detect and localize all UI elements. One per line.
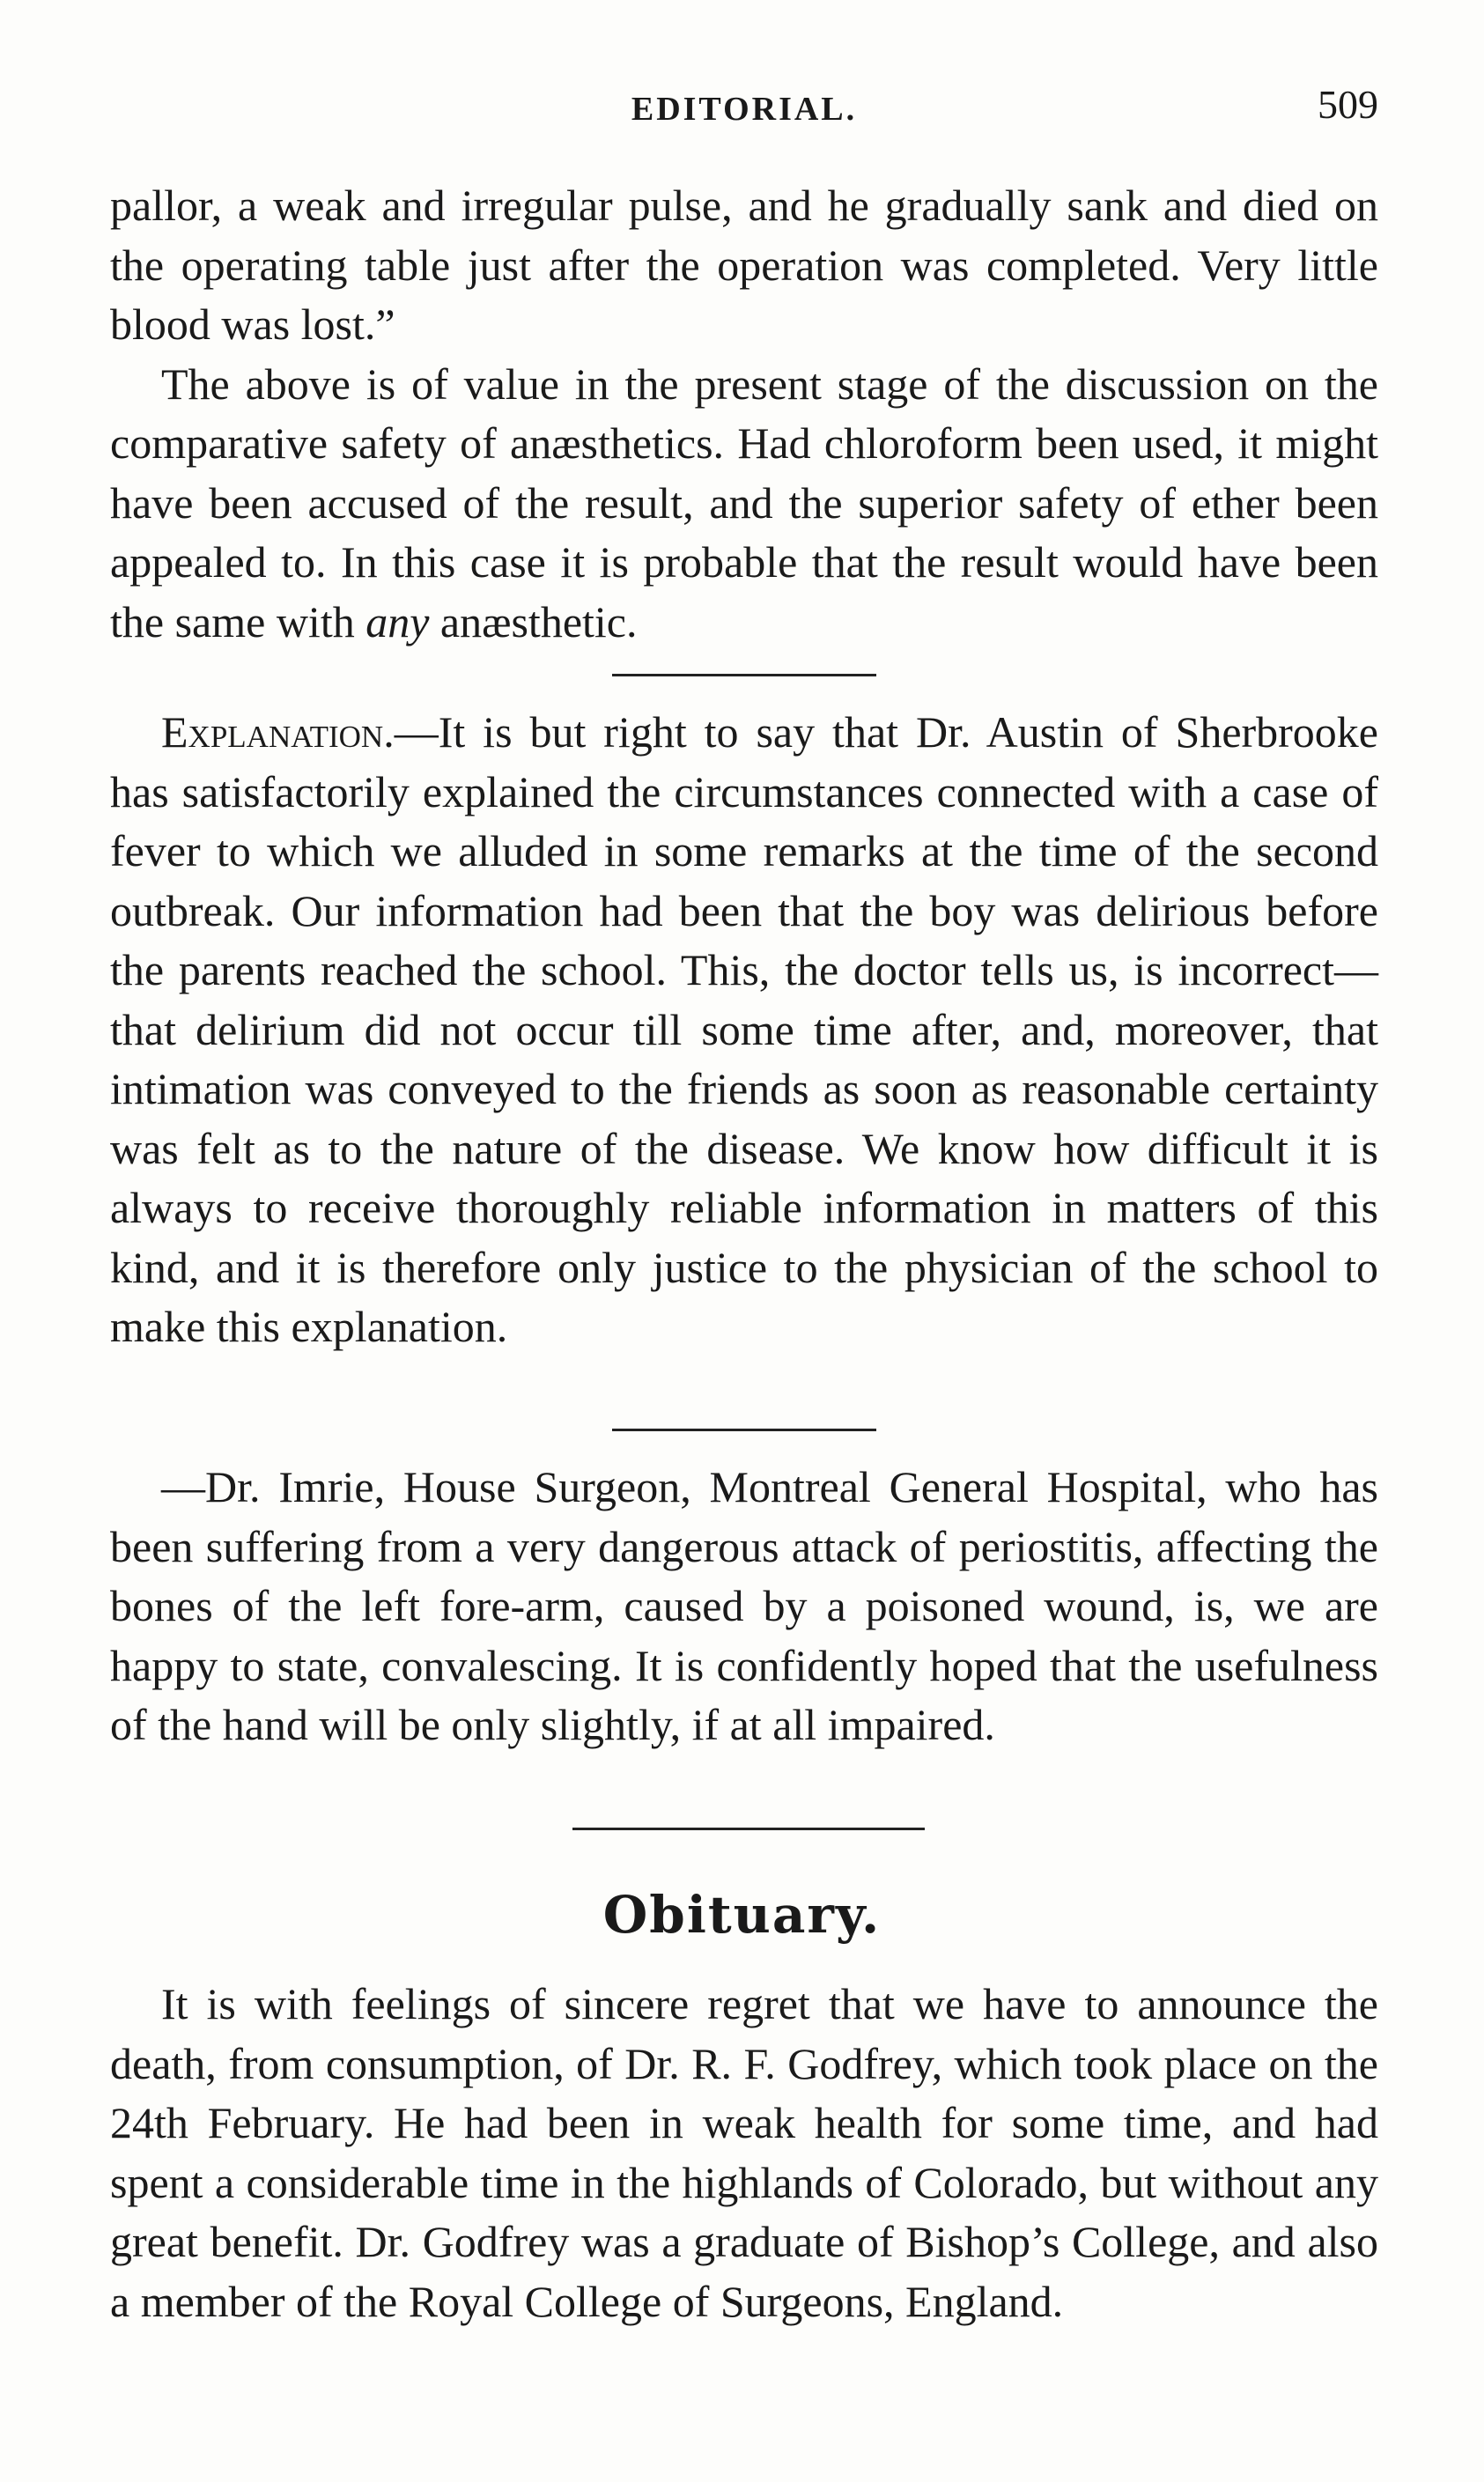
imrie-text: —Dr. Imrie, House Surgeon, Montreal General Hospital, who has been suffering from a very dangerous attack of periostitis, affecting the bones of the left fore-arm, caused by a poisoned wound, is, we are happy to state, convalescing. It is confidently hoped that the usefulness of the hand will be only slightly, if at all impaired. [110, 1462, 1378, 1749]
paragraph-anaesthetics [110, 355, 1378, 653]
anaesthetics-text: The above is of value in the present stage of the discussion on the comparative safety of anæsthetics. Had chloroform been used, it might have been accused of the result, and the superior safety of ether been appealed to. In this case it is probable that the result would have been the same with [110, 358, 1378, 646]
obituary-text: It is with feelings of sincere regret that we have to announce the death, from consumption, of Dr. R. F. Godfrey, which took place on the 24th February. He had been in weak health for some time, and had spent a considerable time in the highlands of Colorado, but without any great benefit. Dr. Godfrey was a graduate of Bishop’s College, and also a member of the Royal College of Surgeons, England. [110, 1979, 1378, 2326]
paragraph-imrie [110, 1458, 1378, 1755]
paragraph-continuation [110, 176, 1378, 652]
section-divider [612, 674, 876, 676]
running-head [110, 81, 1378, 143]
running-head-title: EDITORIAL. [631, 91, 858, 128]
page-number: 509 [1318, 82, 1378, 127]
section-divider [572, 1828, 925, 1830]
anaesthetics-text-end: anæsthetic. [429, 596, 638, 646]
paragraph-explanation [110, 703, 1378, 1357]
continuation-text: pallor, a weak and irregular pulse, and he gradually sank and died on the operating table just after the operation was completed. Very little blood was lost.” [110, 181, 1378, 349]
explanation-text: —It is but right to say that Dr. Austin of Sherbrooke has satisfactorily explained the circumstances connected with a case of fever to which we alluded in some remarks at the time of the second outbreak. Our information had been that the boy was delirious before the parents reached the school. This, the doctor tells us, is incorrect—that delirium did not occur till some time after, and, moreover, that intimation was conveyed to the friends as soon as reasonable certainty was felt as to the nature of the disease. We know how difficult it is always to receive thoroughly reliable information in matters of this kind, and it is therefore only justice to the physician of the school to make this explanation. [110, 707, 1378, 1351]
section-divider [612, 1429, 876, 1431]
obituary-heading: Obituary. [602, 1885, 882, 1945]
paragraph-obituary [110, 1975, 1378, 2331]
explanation-lead: Explanation. [161, 707, 395, 757]
emphasis-any: any [365, 596, 430, 646]
